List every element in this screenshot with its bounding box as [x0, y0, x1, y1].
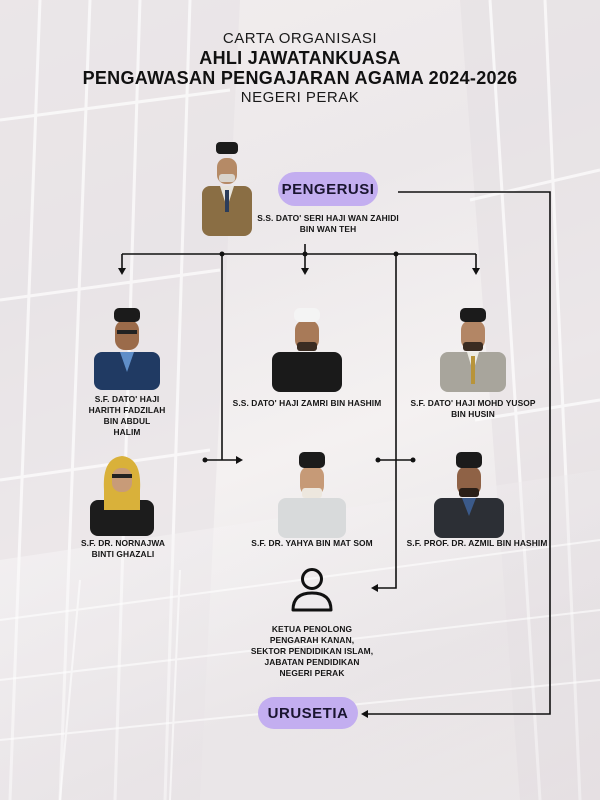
chairman-role-pill: PENGERUSI: [278, 172, 378, 206]
member-1-name: S.F. DATO' HAJI HARITH FADZILAH BIN ABDUL HALIM: [88, 394, 166, 437]
member-1-photo: [92, 306, 162, 390]
chart-header: [0, 30, 600, 107]
member-6-name: S.F. PROF. DR. AZMIL BIN HASHIM: [406, 538, 548, 548]
member-3-name: S.F. DATO' HAJI MOHD YUSOP BIN HUSIN: [410, 398, 536, 419]
member-4-name: S.F. DR. NORNAJWA BINTI GHAZALI: [80, 538, 166, 559]
chart-subtitle: CARTA ORGANISASI: [222, 30, 378, 47]
secretariat-role-pill: URUSETIA: [258, 697, 358, 729]
member-5-name: S.F. DR. YAHYA BIN MAT SOM: [251, 538, 373, 548]
chart-state: NEGERI PERAK: [240, 89, 360, 106]
member-5-photo: [276, 450, 348, 538]
member-4-photo: [88, 450, 156, 536]
member-2-name: S.S. DATO' HAJI ZAMRI BIN HASHIM: [232, 398, 382, 408]
chart-title-line1: AHLI JAWATANKUASA: [199, 48, 401, 68]
chairman-name: S.S. DATO' SERI HAJI WAN ZAHIDI BIN WAN TEH: [257, 213, 399, 234]
person-outline-icon: [288, 565, 336, 613]
member-2-photo: [270, 306, 344, 392]
member-6-photo: [432, 450, 506, 538]
chart-title-line2: PENGAWASAN PENGAJARAN AGAMA 2024-2026: [82, 68, 518, 88]
member-3-photo: [438, 306, 508, 392]
secretary-name: KETUA PENOLONG PENGARAH KANAN, SEKTOR PENDIDIKAN ISLAM, JABATAN PENDIDIKAN NEGERI PERAK: [250, 624, 374, 678]
